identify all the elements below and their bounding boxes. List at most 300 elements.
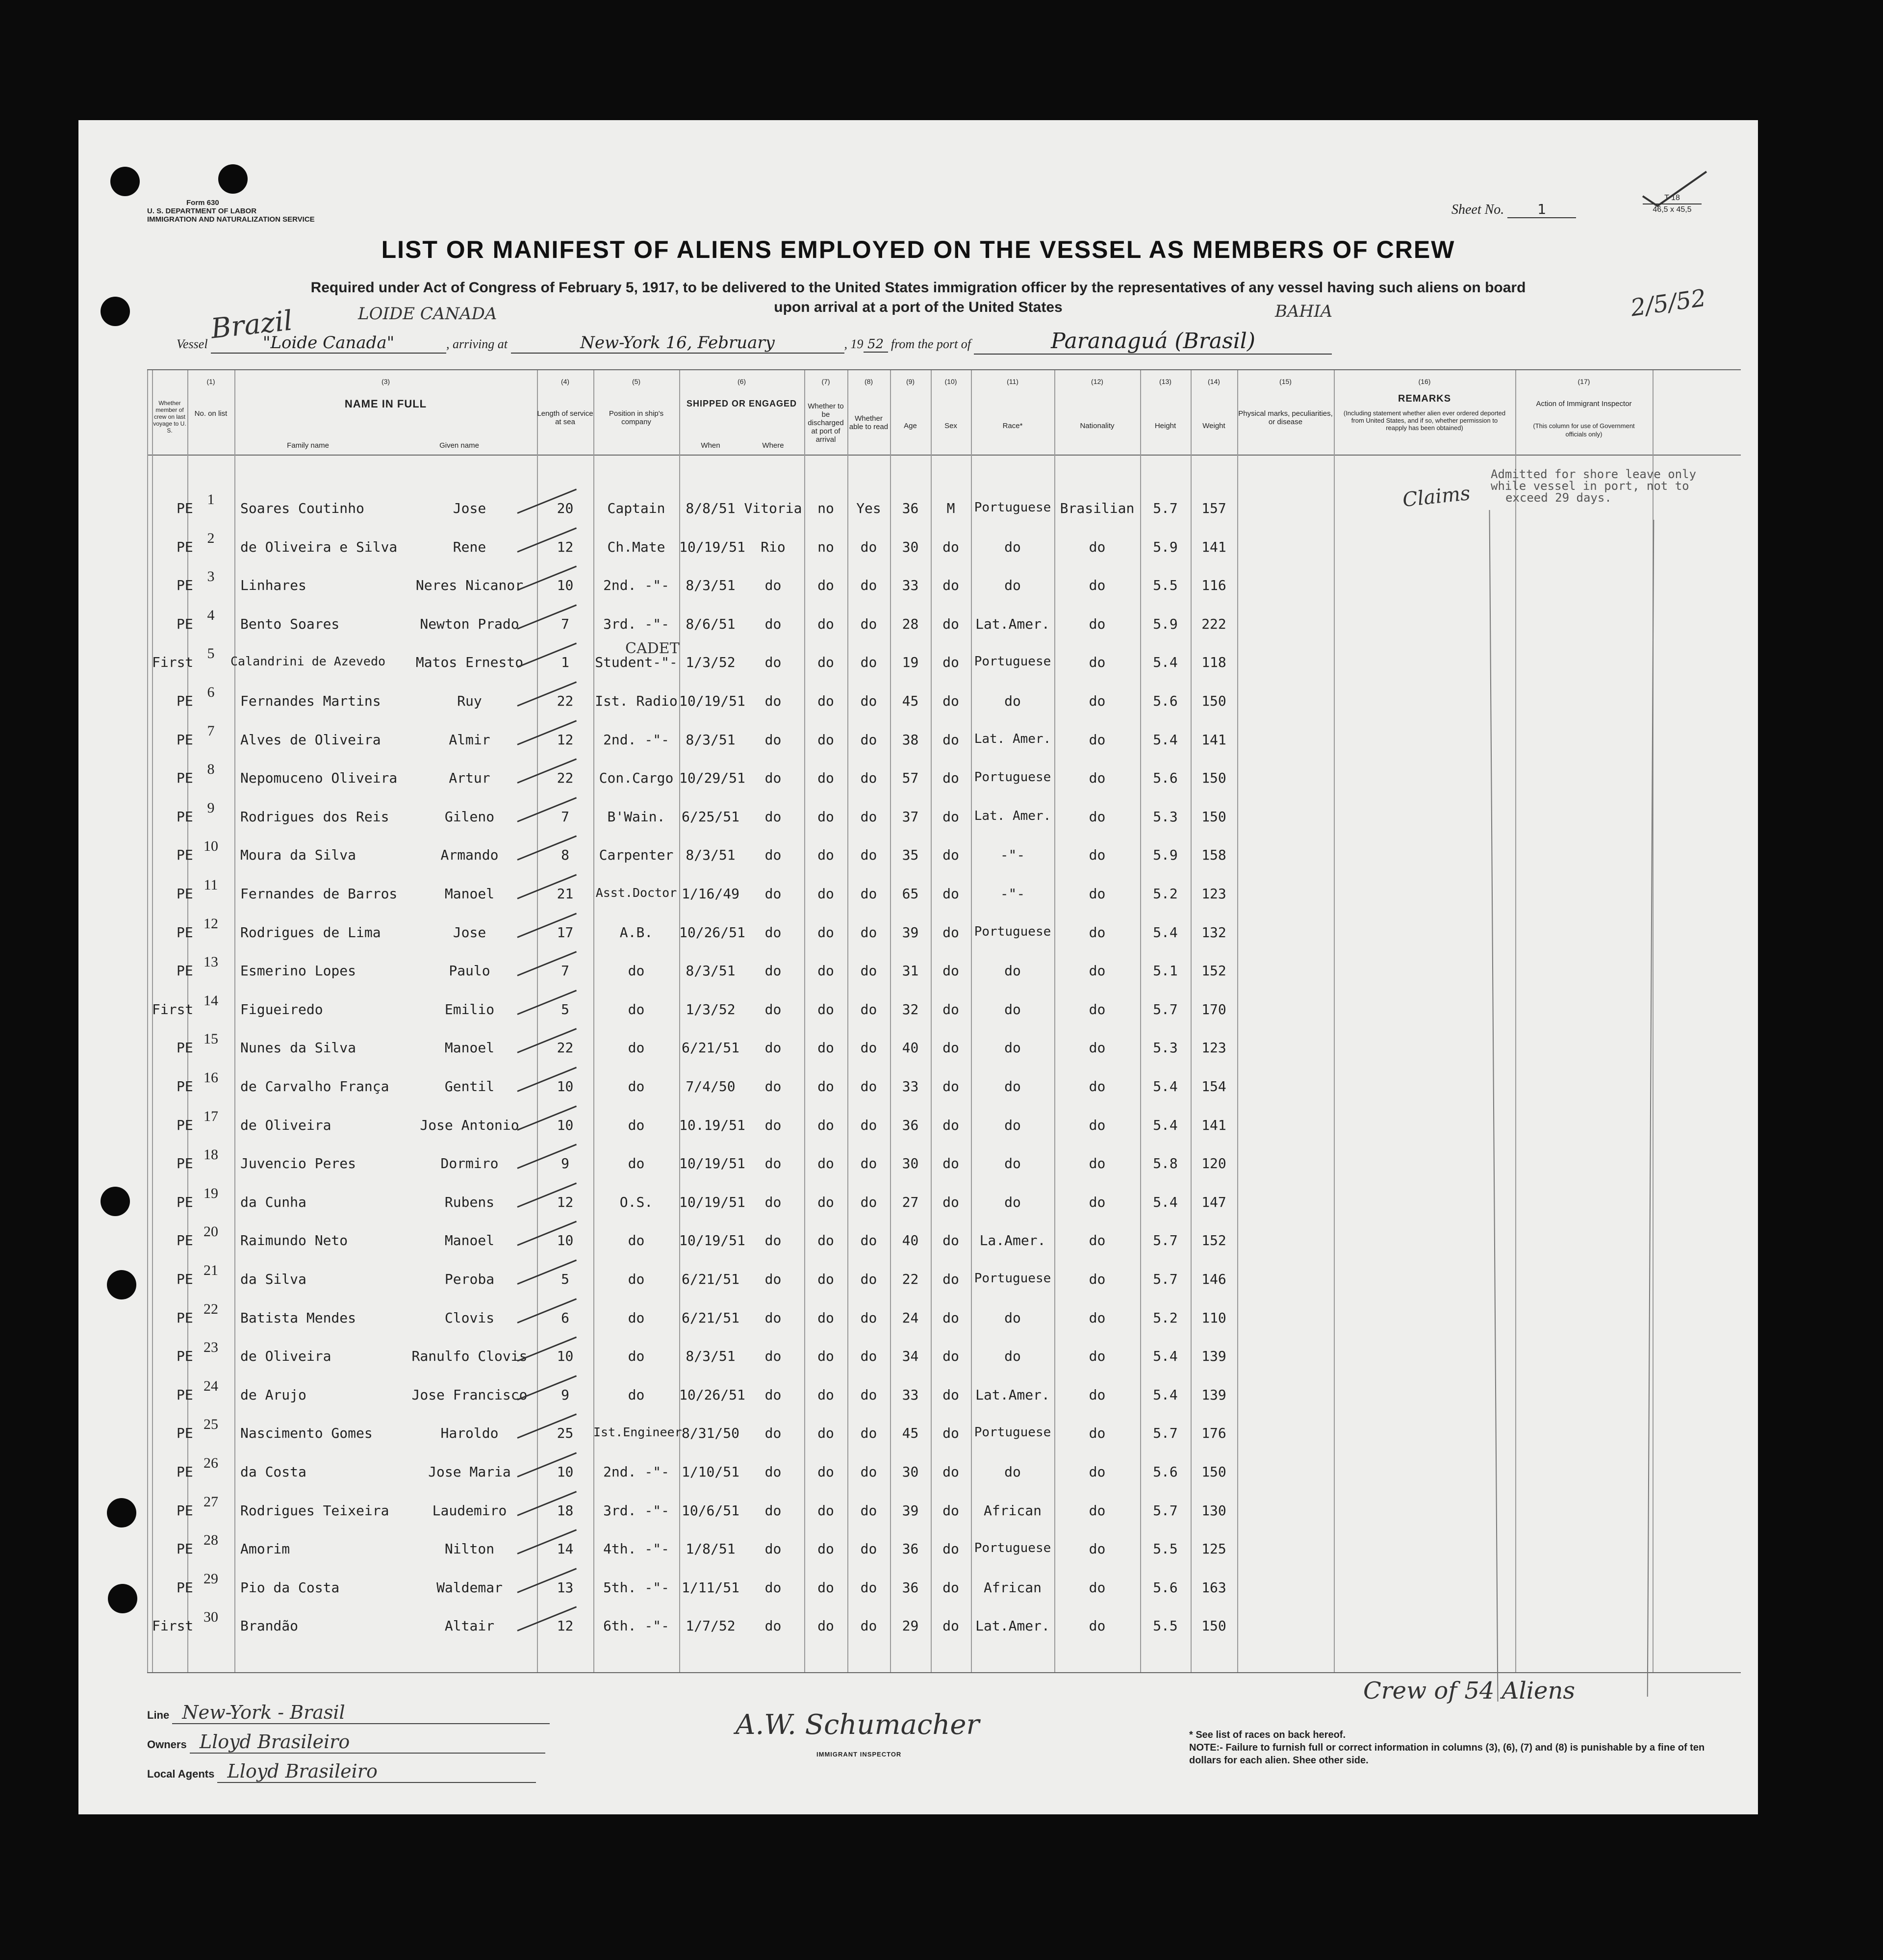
row-number: 27	[204, 1493, 218, 1510]
height: 5.6	[1153, 1464, 1178, 1480]
discharged: do	[817, 1425, 834, 1442]
sex: M	[946, 500, 955, 516]
height: 5.6	[1153, 770, 1178, 787]
family-name: Linhares	[240, 577, 306, 594]
race: do	[1004, 1464, 1021, 1480]
country-annotation: Brazil	[209, 305, 294, 345]
able-to-read: do	[860, 1194, 877, 1210]
given-name: Laudemiro	[432, 1502, 507, 1519]
discharged: do	[817, 1232, 834, 1249]
header-height: Height	[1154, 422, 1176, 430]
service-length: 7	[561, 963, 569, 979]
height: 5.1	[1153, 963, 1178, 979]
sex: do	[942, 1232, 959, 1249]
departure-port: Paranaguá (Brasil)	[974, 329, 1332, 355]
family-name: Fernandes Martins	[240, 693, 381, 709]
discharged: do	[817, 1348, 834, 1365]
ship-position: 3rd. -"-	[603, 615, 669, 632]
shipped-when: 1/7/52	[686, 1618, 736, 1634]
height: 5.7	[1153, 1271, 1178, 1287]
service-length: 22	[557, 1040, 574, 1056]
nationality: do	[1089, 1309, 1106, 1326]
family-name: Soares Coutinho	[240, 500, 364, 516]
arriving-label: , arriving at	[446, 337, 508, 351]
able-to-read: do	[860, 1348, 877, 1365]
race: African	[983, 1579, 1042, 1596]
height: 5.4	[1153, 1078, 1178, 1095]
given-name: Armando	[440, 847, 499, 864]
row-number: 2	[207, 530, 215, 546]
weight: 118	[1201, 654, 1226, 671]
service-length: 21	[557, 886, 574, 902]
column-number: (3)	[381, 378, 390, 385]
row-number: 17	[204, 1108, 218, 1124]
shipped-where: do	[764, 1117, 782, 1133]
nationality: do	[1089, 1117, 1106, 1133]
vessel-line	[177, 329, 1721, 355]
sex: do	[942, 1502, 959, 1519]
sex: do	[942, 1425, 959, 1442]
column-divider	[1334, 370, 1335, 1672]
sex: do	[942, 1541, 959, 1557]
service-length: 7	[561, 808, 569, 825]
height: 5.7	[1153, 1502, 1178, 1519]
shipped-where: do	[764, 654, 782, 671]
footer-agents	[147, 1760, 536, 1783]
nationality: do	[1089, 1348, 1106, 1365]
discharged: do	[817, 808, 834, 825]
column-number: (11)	[1007, 378, 1018, 385]
age: 27	[902, 1194, 919, 1210]
family-name: Amorim	[240, 1541, 290, 1557]
ship-position: do	[628, 1348, 645, 1365]
weight: 141	[1201, 538, 1226, 555]
owners-value: Lloyd Brasileiro	[190, 1731, 545, 1754]
weight: 123	[1201, 886, 1226, 902]
weight: 150	[1201, 770, 1226, 787]
ship-position: do	[628, 963, 645, 979]
shipped-where: do	[764, 1541, 782, 1557]
height: 5.4	[1153, 654, 1178, 671]
given-name: Nilton	[444, 1541, 495, 1557]
ship-position: O.S.	[619, 1194, 653, 1210]
age: 28	[902, 615, 919, 632]
weight: 150	[1201, 693, 1226, 709]
able-to-read: do	[860, 1618, 877, 1634]
nationality: do	[1089, 847, 1106, 864]
sex: do	[942, 1464, 959, 1480]
member-status: PE	[177, 1232, 193, 1249]
shipped-when: 1/10/51	[681, 1464, 739, 1480]
discharged: do	[817, 654, 834, 671]
shipped-where: do	[764, 1001, 782, 1018]
ship-position: Ch.Mate	[607, 538, 665, 555]
shipped-when: 10/19/51	[679, 538, 745, 555]
discharged: no	[817, 538, 834, 555]
able-to-read: do	[860, 1271, 877, 1287]
sex: do	[942, 1348, 959, 1365]
discharged: do	[817, 963, 834, 979]
height: 5.7	[1153, 1001, 1178, 1018]
given-name: Ranulfo Clovis	[411, 1348, 528, 1365]
family-name: Pio da Costa	[240, 1579, 340, 1596]
weight: 154	[1201, 1078, 1226, 1095]
service-length: 22	[557, 693, 574, 709]
punch-hole	[218, 164, 248, 194]
weight: 125	[1201, 1541, 1226, 1557]
weight: 170	[1201, 1001, 1226, 1018]
nationality: do	[1089, 654, 1106, 671]
discharged: do	[817, 1155, 834, 1172]
service-length: 10	[557, 1232, 574, 1249]
shipped-when: 1/11/51	[681, 1579, 739, 1596]
ship-position: B'Wain.	[607, 808, 665, 825]
service-length: 10	[557, 577, 574, 594]
sex: do	[942, 1078, 959, 1095]
sex: do	[942, 1117, 959, 1133]
member-status: PE	[177, 808, 193, 825]
member-status: PE	[177, 1386, 193, 1403]
punch-hole	[107, 1498, 136, 1527]
age: 57	[902, 770, 919, 787]
ship-position: Ist.Engineer	[593, 1425, 682, 1440]
given-name: Gileno	[444, 808, 495, 825]
nationality: do	[1089, 1001, 1106, 1018]
shipped-where: do	[764, 1502, 782, 1519]
family-name: da Cunha	[240, 1194, 306, 1210]
row-number: 14	[204, 992, 218, 1009]
discharged: do	[817, 1001, 834, 1018]
page-subtitle: Required under Act of Congress of February 5, 1917, to be delivered to the United States immigration officer by the representatives of any vessel having such aliens on board	[310, 280, 1526, 296]
ship-position: 6th. -"-	[603, 1618, 669, 1634]
ship-position: do	[628, 1001, 645, 1018]
sex: do	[942, 886, 959, 902]
age: 39	[902, 924, 919, 941]
able-to-read: do	[860, 1541, 877, 1557]
header-read: Whether able to read	[849, 414, 889, 431]
shipped-when: 6/21/51	[681, 1271, 739, 1287]
given-name: Jose Antonio	[420, 1117, 519, 1133]
race: do	[1004, 1309, 1021, 1326]
ship-position: do	[628, 1386, 645, 1403]
shipped-when: 1/8/51	[686, 1541, 736, 1557]
family-name: Fernandes de Barros	[240, 886, 398, 902]
nationality: Brasilian	[1060, 500, 1135, 516]
weight: 132	[1201, 924, 1226, 941]
race: Portuguese	[974, 770, 1051, 785]
column-number: (14)	[1208, 378, 1220, 385]
cadet-annotation: CADET	[625, 640, 680, 657]
age: 29	[902, 1618, 919, 1634]
vessel-label: Vessel	[177, 337, 208, 351]
race: Portuguese	[974, 1541, 1051, 1556]
sex: do	[942, 963, 959, 979]
check-mark	[1640, 169, 1699, 199]
given-name: Haroldo	[440, 1425, 499, 1442]
given-name: Neres Nicanor	[415, 577, 524, 594]
service-length: 10	[557, 1464, 574, 1480]
height: 5.7	[1153, 1232, 1178, 1249]
ship-position: 3rd. -"-	[603, 1502, 669, 1519]
header-action: Action of Immigrant Inspector	[1536, 400, 1632, 408]
service-length: 14	[557, 1541, 574, 1557]
nationality: do	[1089, 1464, 1106, 1480]
able-to-read: do	[860, 654, 877, 671]
shipped-when: 10/6/51	[681, 1502, 739, 1519]
header-age: Age	[904, 422, 917, 430]
sex: do	[942, 1579, 959, 1596]
race: do	[1004, 963, 1021, 979]
height: 5.7	[1153, 1425, 1178, 1442]
nationality: do	[1089, 808, 1106, 825]
age: 30	[902, 1464, 919, 1480]
race: do	[1004, 1348, 1021, 1365]
family-name: Alves de Oliveira	[240, 731, 381, 748]
header-where: Where	[762, 441, 784, 450]
sex: do	[942, 731, 959, 748]
weight: 150	[1201, 1464, 1226, 1480]
family-name: Juvencio Peres	[240, 1155, 356, 1172]
service-length: 25	[557, 1425, 574, 1442]
race: do	[1004, 538, 1021, 555]
form-header	[147, 199, 315, 224]
able-to-read: do	[860, 770, 877, 787]
member-status: PE	[177, 963, 193, 979]
height: 5.2	[1153, 886, 1178, 902]
member-status: PE	[177, 731, 193, 748]
shipped-where: do	[764, 1040, 782, 1056]
weight: 120	[1201, 1155, 1226, 1172]
height: 5.9	[1153, 615, 1178, 632]
member-status: PE	[177, 1579, 193, 1596]
shipped-where: Rio	[761, 538, 786, 555]
crew-count-note: Crew of 54 Aliens	[1363, 1677, 1575, 1705]
service-length: 8	[561, 847, 569, 864]
owners-label: Owners	[147, 1738, 187, 1751]
ship-position: Student-"-	[595, 654, 678, 671]
ship-position: 2nd. -"-	[603, 731, 669, 748]
column-number: (15)	[1279, 378, 1292, 385]
age: 19	[902, 654, 919, 671]
discharged: do	[817, 1309, 834, 1326]
shipped-where: do	[764, 770, 782, 787]
row-number: 3	[207, 568, 215, 585]
column-divider	[234, 370, 235, 1672]
column-number: (8)	[864, 378, 873, 385]
shipped-where: do	[764, 1078, 782, 1095]
race: -"-	[1000, 847, 1025, 864]
able-to-read: do	[860, 1232, 877, 1249]
shipped-where: do	[764, 1155, 782, 1172]
header-remarks-sub: (Including statement whether alien ever ordered deported from United States, and if so, whether permission to reapply has been obtained)	[1343, 409, 1506, 432]
ship-position: Ist. Radio	[595, 693, 678, 709]
service-length: 9	[561, 1155, 569, 1172]
row-number: 7	[207, 722, 215, 739]
shipped-when: 8/31/50	[681, 1425, 739, 1442]
member-status: PE	[177, 1309, 193, 1326]
shipped-when: 8/3/51	[686, 847, 736, 864]
able-to-read: do	[860, 1001, 877, 1018]
discharged: do	[817, 693, 834, 709]
race: La.Amer.	[979, 1232, 1046, 1249]
table-top-border	[147, 369, 1741, 370]
shipped-where: do	[764, 1271, 782, 1287]
punch-hole	[101, 1187, 130, 1216]
height: 5.5	[1153, 1618, 1178, 1634]
header-sex: Sex	[944, 422, 957, 430]
row-number: 21	[204, 1262, 218, 1278]
nationality: do	[1089, 615, 1106, 632]
column-divider	[147, 370, 148, 1672]
sex: do	[942, 924, 959, 941]
shipped-when: 1/3/52	[686, 1001, 736, 1018]
family-name: Rodrigues Teixeira	[240, 1502, 389, 1519]
given-name: Rene	[453, 538, 486, 555]
sheet-value: 1	[1507, 201, 1576, 218]
column-number: (5)	[632, 378, 641, 385]
row-number: 30	[204, 1609, 218, 1626]
shipped-when: 8/3/51	[686, 731, 736, 748]
row-number: 23	[204, 1339, 218, 1356]
shipped-where: do	[764, 577, 782, 594]
discharged: do	[817, 770, 834, 787]
service-length: 20	[557, 500, 574, 516]
age: 33	[902, 577, 919, 594]
given-name: Jose Francisco	[411, 1386, 528, 1403]
able-to-read: do	[860, 1502, 877, 1519]
race: do	[1004, 1155, 1021, 1172]
header-family-name: Family name	[287, 441, 329, 450]
races-note: * See list of races on back hereof.	[1189, 1730, 1346, 1740]
column-number: (12)	[1091, 378, 1103, 385]
member-status: PE	[177, 1155, 193, 1172]
weight: 139	[1201, 1386, 1226, 1403]
line-label: Line	[147, 1709, 170, 1721]
weight: 139	[1201, 1348, 1226, 1365]
age: 38	[902, 731, 919, 748]
service-length: 12	[557, 1194, 574, 1210]
service-length: 12	[557, 731, 574, 748]
shipped-when: 1/3/52	[686, 654, 736, 671]
row-number: 9	[207, 799, 215, 816]
shipped-when: 10/26/51	[679, 924, 745, 941]
shipped-when: 6/21/51	[681, 1040, 739, 1056]
nationality: do	[1089, 1078, 1106, 1095]
height: 5.5	[1153, 577, 1178, 594]
race: do	[1004, 1078, 1021, 1095]
height: 5.5	[1153, 1541, 1178, 1557]
age: 34	[902, 1348, 919, 1365]
sex: do	[942, 1194, 959, 1210]
arrival-date: New-York 16, February	[511, 333, 844, 354]
weight: 110	[1201, 1309, 1226, 1326]
row-number: 19	[204, 1185, 218, 1201]
height: 5.3	[1153, 1040, 1178, 1056]
nationality: do	[1089, 963, 1106, 979]
header-shipped: SHIPPED OR ENGAGED	[686, 399, 797, 408]
vessel-annotation: LOIDE CANADA	[358, 304, 497, 324]
header-remarks: REMARKS	[1398, 393, 1451, 404]
weight: 157	[1201, 500, 1226, 516]
column-number: (13)	[1159, 378, 1171, 385]
family-name: da Silva	[240, 1271, 306, 1287]
row-number: 6	[207, 684, 215, 700]
member-status: First	[152, 654, 194, 671]
discharged: do	[817, 1541, 834, 1557]
header-physical: Physical marks, peculiarities, or disease	[1238, 409, 1333, 426]
shipped-when: 6/25/51	[681, 808, 739, 825]
row-number: 10	[204, 838, 218, 855]
shipped-where: do	[764, 1464, 782, 1480]
member-status: First	[152, 1618, 194, 1634]
able-to-read: do	[860, 1078, 877, 1095]
member-status: PE	[177, 924, 193, 941]
family-name: de Arujo	[240, 1386, 306, 1403]
service-length: 1	[561, 654, 569, 671]
discharged: do	[817, 1502, 834, 1519]
agents-label: Local Agents	[147, 1768, 215, 1780]
family-name: Calandrini de Azevedo	[230, 654, 386, 669]
column-number: (10)	[944, 378, 957, 385]
ship-position: do	[628, 1040, 645, 1056]
discharged: do	[817, 577, 834, 594]
able-to-read: do	[860, 886, 877, 902]
family-name: de Oliveira e Silva	[240, 538, 398, 555]
discharged: do	[817, 1618, 834, 1634]
age: 45	[902, 1425, 919, 1442]
able-to-read: do	[860, 731, 877, 748]
member-status: PE	[177, 770, 193, 787]
race: do	[1004, 1001, 1021, 1018]
service-length: 17	[557, 924, 574, 941]
shipped-where: Vitoria	[744, 500, 802, 516]
discharged: do	[817, 1271, 834, 1287]
vessel-name: "Loide Canada"	[211, 333, 446, 354]
age: 40	[902, 1040, 919, 1056]
weight: 123	[1201, 1040, 1226, 1056]
column-number: (4)	[560, 378, 570, 385]
page-title: LIST OR MANIFEST OF ALIENS EMPLOYED ON THE VESSEL AS MEMBERS OF CREW	[381, 236, 1455, 263]
nationality: do	[1089, 1618, 1106, 1634]
agents-value: Lloyd Brasileiro	[217, 1760, 536, 1783]
age: 65	[902, 886, 919, 902]
family-name: da Costa	[240, 1464, 306, 1480]
height: 5.3	[1153, 808, 1178, 825]
header-given-name: Given name	[439, 441, 479, 450]
nationality: do	[1089, 1386, 1106, 1403]
nationality: do	[1089, 1541, 1106, 1557]
header-action-sub: (This column for use of Government officials only)	[1533, 422, 1635, 438]
race: Lat. Amer.	[974, 731, 1051, 746]
discharged: do	[817, 1040, 834, 1056]
column-number: (9)	[906, 378, 915, 385]
shipped-where: do	[764, 808, 782, 825]
sheet-label: Sheet No.	[1451, 202, 1504, 217]
inspector-signature: A.W. Schumacher	[736, 1709, 980, 1741]
column-number: (6)	[737, 378, 746, 385]
given-name: Gentil	[444, 1078, 495, 1095]
family-name: Figueiredo	[240, 1001, 323, 1018]
family-name: Nunes da Silva	[240, 1040, 356, 1056]
nationality: do	[1089, 1155, 1106, 1172]
member-status: PE	[177, 615, 193, 632]
ship-position: 2nd. -"-	[603, 1464, 669, 1480]
header-weight: Weight	[1202, 422, 1225, 430]
shore-leave-stamp	[1491, 468, 1696, 504]
age: 35	[902, 847, 919, 864]
age: 33	[902, 1078, 919, 1095]
date-annotation: 2/5/52	[1629, 284, 1708, 322]
